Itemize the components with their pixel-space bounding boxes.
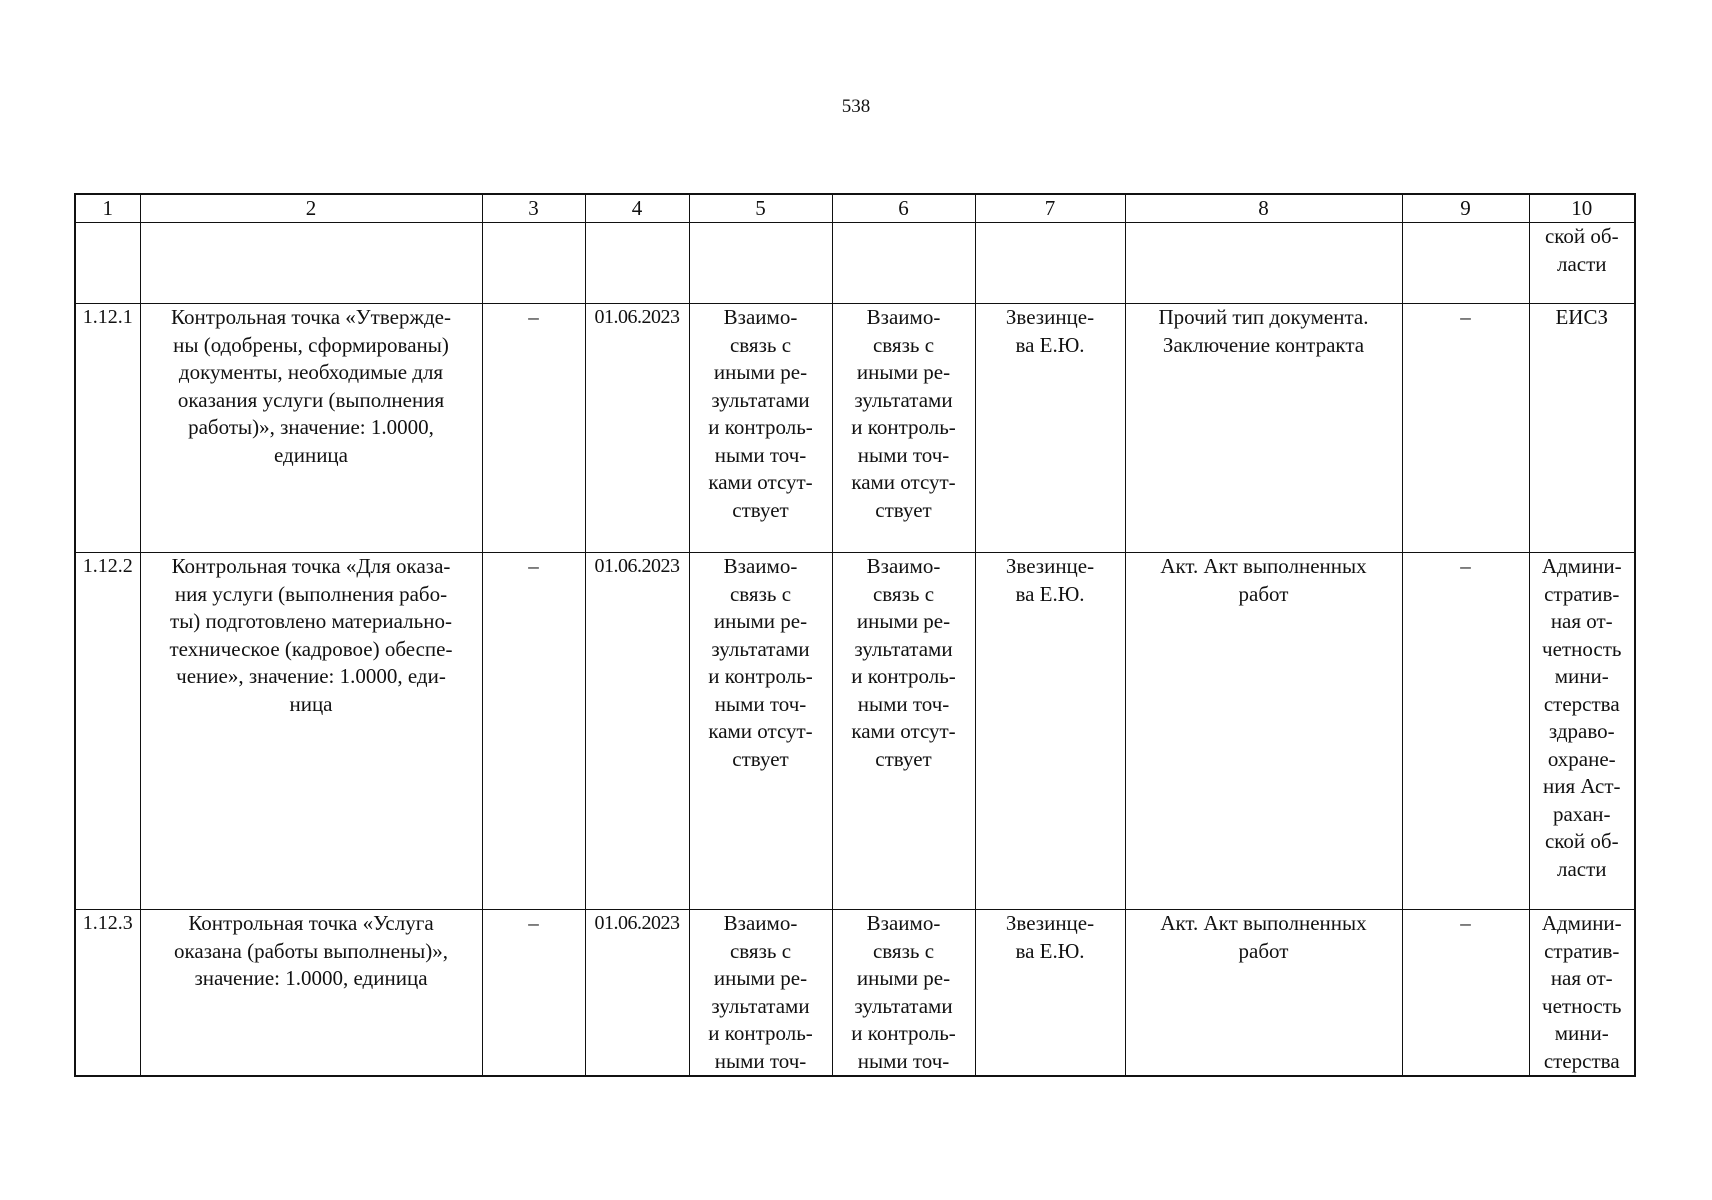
empty-cell xyxy=(832,223,975,304)
control-points-table xyxy=(74,193,1636,1077)
document-type-cell: Акт. Акт выполненных работ xyxy=(1125,553,1402,910)
empty-cell xyxy=(585,223,689,304)
responsible-cell: Звезинце- ва Е.Ю. xyxy=(975,304,1125,553)
column-number-row xyxy=(75,194,1635,223)
continuation-row xyxy=(75,223,1635,304)
col9-cell: – xyxy=(1402,553,1529,910)
col3-cell: – xyxy=(482,304,585,553)
date-cell: 01.06.2023 xyxy=(585,553,689,910)
control-point-name-cell: Контрольная точка «Утвержде- ны (одобрены, сформированы) документы, необходимые для оказания услуги (выполнения работы)», значение: 1.0000, единица xyxy=(140,304,482,553)
document-type-cell: Прочий тип документа. Заключение контракта xyxy=(1125,304,1402,553)
row-number-cell: 1.12.1 xyxy=(75,304,140,553)
source-cell: ской об- ласти xyxy=(1529,223,1635,304)
col3-cell: – xyxy=(482,910,585,1077)
source-cell: Админи- стратив- ная от- четность мини- стерства здраво- охране- ния Аст- рахан- ской об- ласти xyxy=(1529,553,1635,910)
relation-cell: Взаимо- связь с иными ре- зультатами и контроль- ными точ- ками отсут- ствует xyxy=(832,553,975,910)
date-cell: 01.06.2023 xyxy=(585,910,689,1077)
empty-cell xyxy=(689,223,832,304)
table-row xyxy=(75,304,1635,553)
source-cell: Админи- стратив- ная от- четность мини- стерства xyxy=(1529,910,1635,1077)
relation-cell: Взаимо- связь с иными ре- зультатами и контроль- ными точ- ками отсут- ствует xyxy=(832,304,975,553)
relation-cell: Взаимо- связь с иными ре- зультатами и контроль- ными точ- xyxy=(832,910,975,1077)
relation-cell: Взаимо- связь с иными ре- зультатами и контроль- ными точ- ками отсут- ствует xyxy=(689,553,832,910)
row-number-cell: 1.12.3 xyxy=(75,910,140,1077)
relation-cell: Взаимо- связь с иными ре- зультатами и контроль- ными точ- xyxy=(689,910,832,1077)
column-number: 4 xyxy=(585,194,689,223)
page-number: 538 xyxy=(841,96,871,117)
column-number: 3 xyxy=(482,194,585,223)
empty-cell xyxy=(1125,223,1402,304)
column-number: 1 xyxy=(75,194,140,223)
control-point-name-cell: Контрольная точка «Услуга оказана (работы выполнены)», значение: 1.0000, единица xyxy=(140,910,482,1077)
column-number: 5 xyxy=(689,194,832,223)
relation-cell: Взаимо- связь с иными ре- зультатами и контроль- ными точ- ками отсут- ствует xyxy=(689,304,832,553)
column-number: 8 xyxy=(1125,194,1402,223)
document-type-cell: Акт. Акт выполненных работ xyxy=(1125,910,1402,1077)
column-number: 10 xyxy=(1529,194,1635,223)
responsible-cell: Звезинце- ва Е.Ю. xyxy=(975,553,1125,910)
column-number: 7 xyxy=(975,194,1125,223)
empty-cell xyxy=(975,223,1125,304)
empty-cell xyxy=(140,223,482,304)
responsible-cell: Звезинце- ва Е.Ю. xyxy=(975,910,1125,1077)
source-cell: ЕИСЗ xyxy=(1529,304,1635,553)
col3-cell: – xyxy=(482,553,585,910)
row-number-cell: 1.12.2 xyxy=(75,553,140,910)
empty-cell xyxy=(1402,223,1529,304)
control-point-name-cell: Контрольная точка «Для оказа- ния услуги (выполнения рабо- ты) подготовлено материально- техническое (кадровое) обеспе- чение», значение: 1.0000, еди- ница xyxy=(140,553,482,910)
table-row xyxy=(75,910,1635,1077)
column-number: 6 xyxy=(832,194,975,223)
col9-cell: – xyxy=(1402,304,1529,553)
column-number: 2 xyxy=(140,194,482,223)
empty-cell xyxy=(482,223,585,304)
col9-cell: – xyxy=(1402,910,1529,1077)
date-cell: 01.06.2023 xyxy=(585,304,689,553)
table-row xyxy=(75,553,1635,910)
empty-cell xyxy=(75,223,140,304)
column-number: 9 xyxy=(1402,194,1529,223)
